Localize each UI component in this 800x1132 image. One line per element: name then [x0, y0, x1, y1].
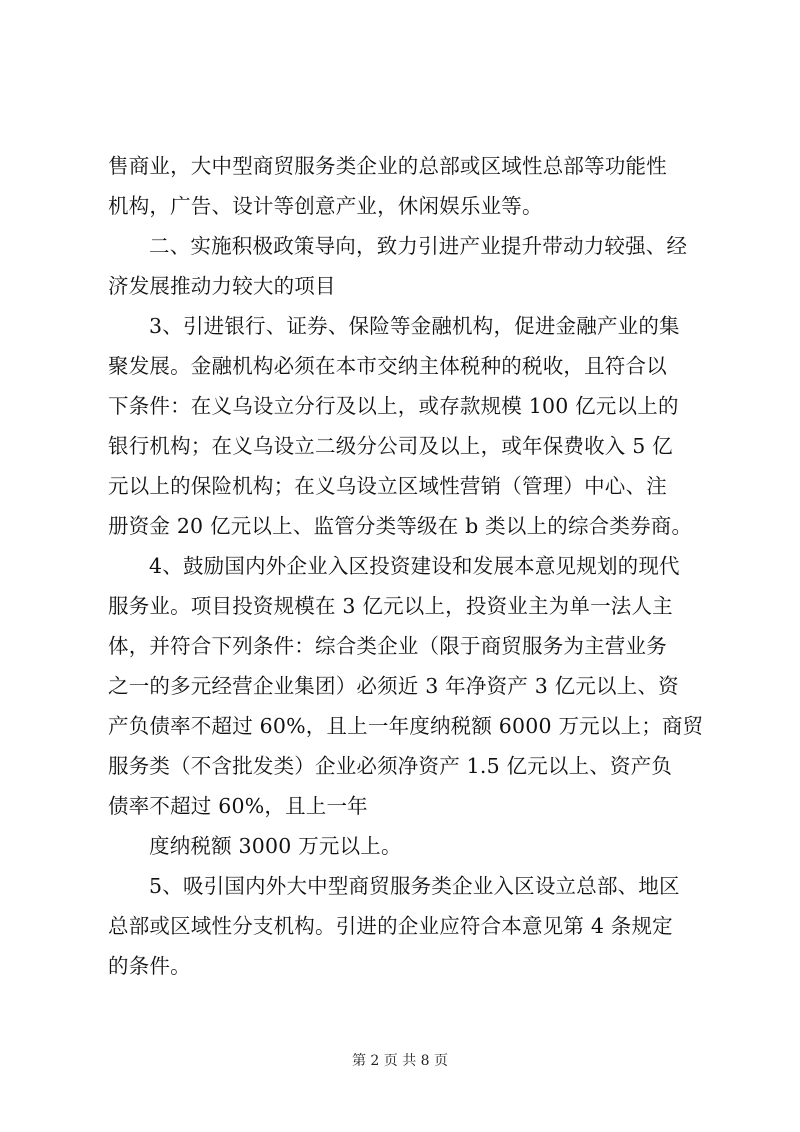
body-line: 机构，广告、设计等创意产业，休闲娱乐业等。 — [108, 194, 543, 218]
paragraph-5-start: 5、吸引国内外大中型商贸服务类企业入区设立总部、地区 — [149, 874, 680, 898]
section-heading-continued: 济发展推动力较大的项目 — [108, 274, 336, 298]
body-line: 聚发展。金融机构必须在本市交纳主体税种的税收，且符合以 — [108, 354, 667, 378]
section-heading: 二、实施积极政策导向，致力引进产业提升带动力较强、经 — [149, 234, 688, 258]
body-line: 服务业。项目投资规模在 3 亿元以上，投资业主为单一法人主 — [108, 594, 673, 618]
body-line: 的条件。 — [108, 954, 191, 978]
body-line: 银行机构；在义乌设立二级分公司及以上，或年保费收入 5 亿 — [108, 434, 673, 458]
body-line: 债率不超过 60%，且上一年 — [108, 794, 368, 818]
body-line: 体，并符合下列条件：综合类企业（限于商贸服务为主营业务 — [108, 634, 667, 658]
body-line: 售商业，大中型商贸服务类企业的总部或区域性总部等功能性 — [108, 154, 667, 178]
paragraph-3-start: 3、引进银行、证券、保险等金融机构，促进金融产业的集 — [149, 314, 680, 338]
body-line: 之一的多元经营企业集团）必须近 3 年净资产 3 亿元以上、资 — [108, 674, 679, 698]
body-line-indented: 度纳税额 3000 万元以上。 — [149, 834, 402, 858]
body-line: 下条件：在义乌设立分行及以上，或存款规模 100 亿元以上的 — [108, 394, 679, 418]
page-number-footer: 第 2 页 共 8 页 — [351, 1053, 449, 1069]
body-line: 总部或区域性分支机构。引进的企业应符合本意见第 4 条规定 — [108, 914, 673, 938]
body-line: 册资金 20 亿元以上、监管分类等级在 b 类以上的综合类券商。 — [108, 514, 693, 538]
body-line: 服务类（不含批发类）企业必须净资产 1.5 亿元以上、资产负 — [108, 754, 673, 778]
body-line: 产负债率不超过 60%，且上一年度纳税额 6000 万元以上；商贸 — [108, 714, 704, 738]
document-body — [108, 146, 708, 986]
body-line: 元以上的保险机构；在义乌设立区域性营销（管理）中心、注 — [108, 474, 667, 498]
paragraph-4-start: 4、鼓励国内外企业入区投资建设和发展本意见规划的现代 — [149, 554, 680, 578]
